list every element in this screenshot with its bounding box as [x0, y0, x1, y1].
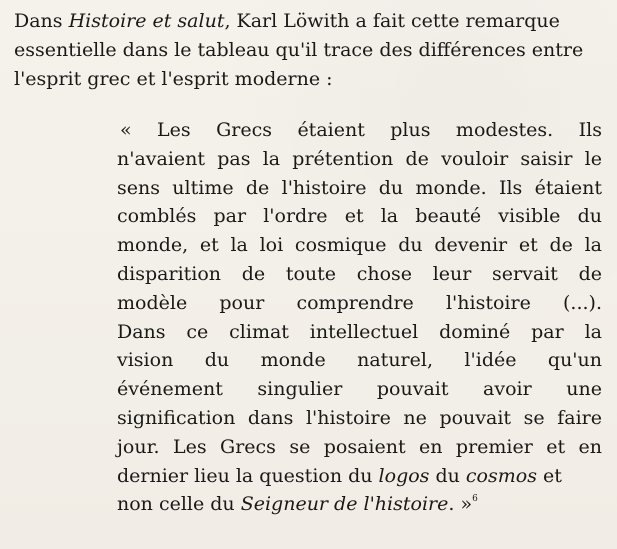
intro-line-2: essentielle dans le tableau qu'il trace des différences entre	[14, 39, 584, 61]
quote-line: comblés par l'ordre et la beauté visible du	[117, 205, 602, 228]
intro-line-1: Dans Histoire et salut, Karl Löwith a fait cette remarque	[14, 10, 560, 32]
footnote-marker: 6	[472, 494, 478, 505]
quote-line: « Les Grecs étaient plus modestes. Ils	[120, 119, 602, 141]
italic-seigneur: Seigneur de l'histoire	[240, 493, 449, 516]
block-quote	[117, 116, 602, 519]
italic-cosmos: cosmos	[465, 464, 537, 487]
quote-line: Dans ce climat intellectuel dominé par la	[117, 320, 602, 343]
quote-line: n'avaient pas la prétention de vouloir saisir le	[117, 147, 602, 170]
quote-line: modèle pour comprendre l'histoire (...).	[117, 291, 602, 314]
intro-paragraph	[14, 7, 602, 94]
quote-line: disparition de toute chose leur servait de	[117, 262, 602, 285]
quote-line: monde, et la loi cosmique du devenir et de la	[117, 234, 602, 257]
quote-line: événement singulier pouvait avoir une	[117, 378, 602, 401]
quote-line: vision du monde naturel, l'idée qu'un	[117, 349, 602, 372]
italic-logos: logos	[378, 464, 430, 487]
quote-line: sens ultime de l'histoire du monde. Ils étaient	[117, 176, 602, 199]
book-title: Histoire et salut	[68, 10, 225, 32]
quote-line: jour. Les Grecs se posaient en premier et en	[117, 435, 602, 458]
quote-line: signification dans l'histoire ne pouvait se faire	[117, 406, 602, 429]
quote-line: non celle du Seigneur de l'histoire. »$^6$	[117, 493, 478, 516]
intro-line-3: l'esprit grec et l'esprit moderne :	[14, 68, 333, 90]
quote-line: dernier lieu la question du logos du cosmos et	[117, 464, 562, 487]
